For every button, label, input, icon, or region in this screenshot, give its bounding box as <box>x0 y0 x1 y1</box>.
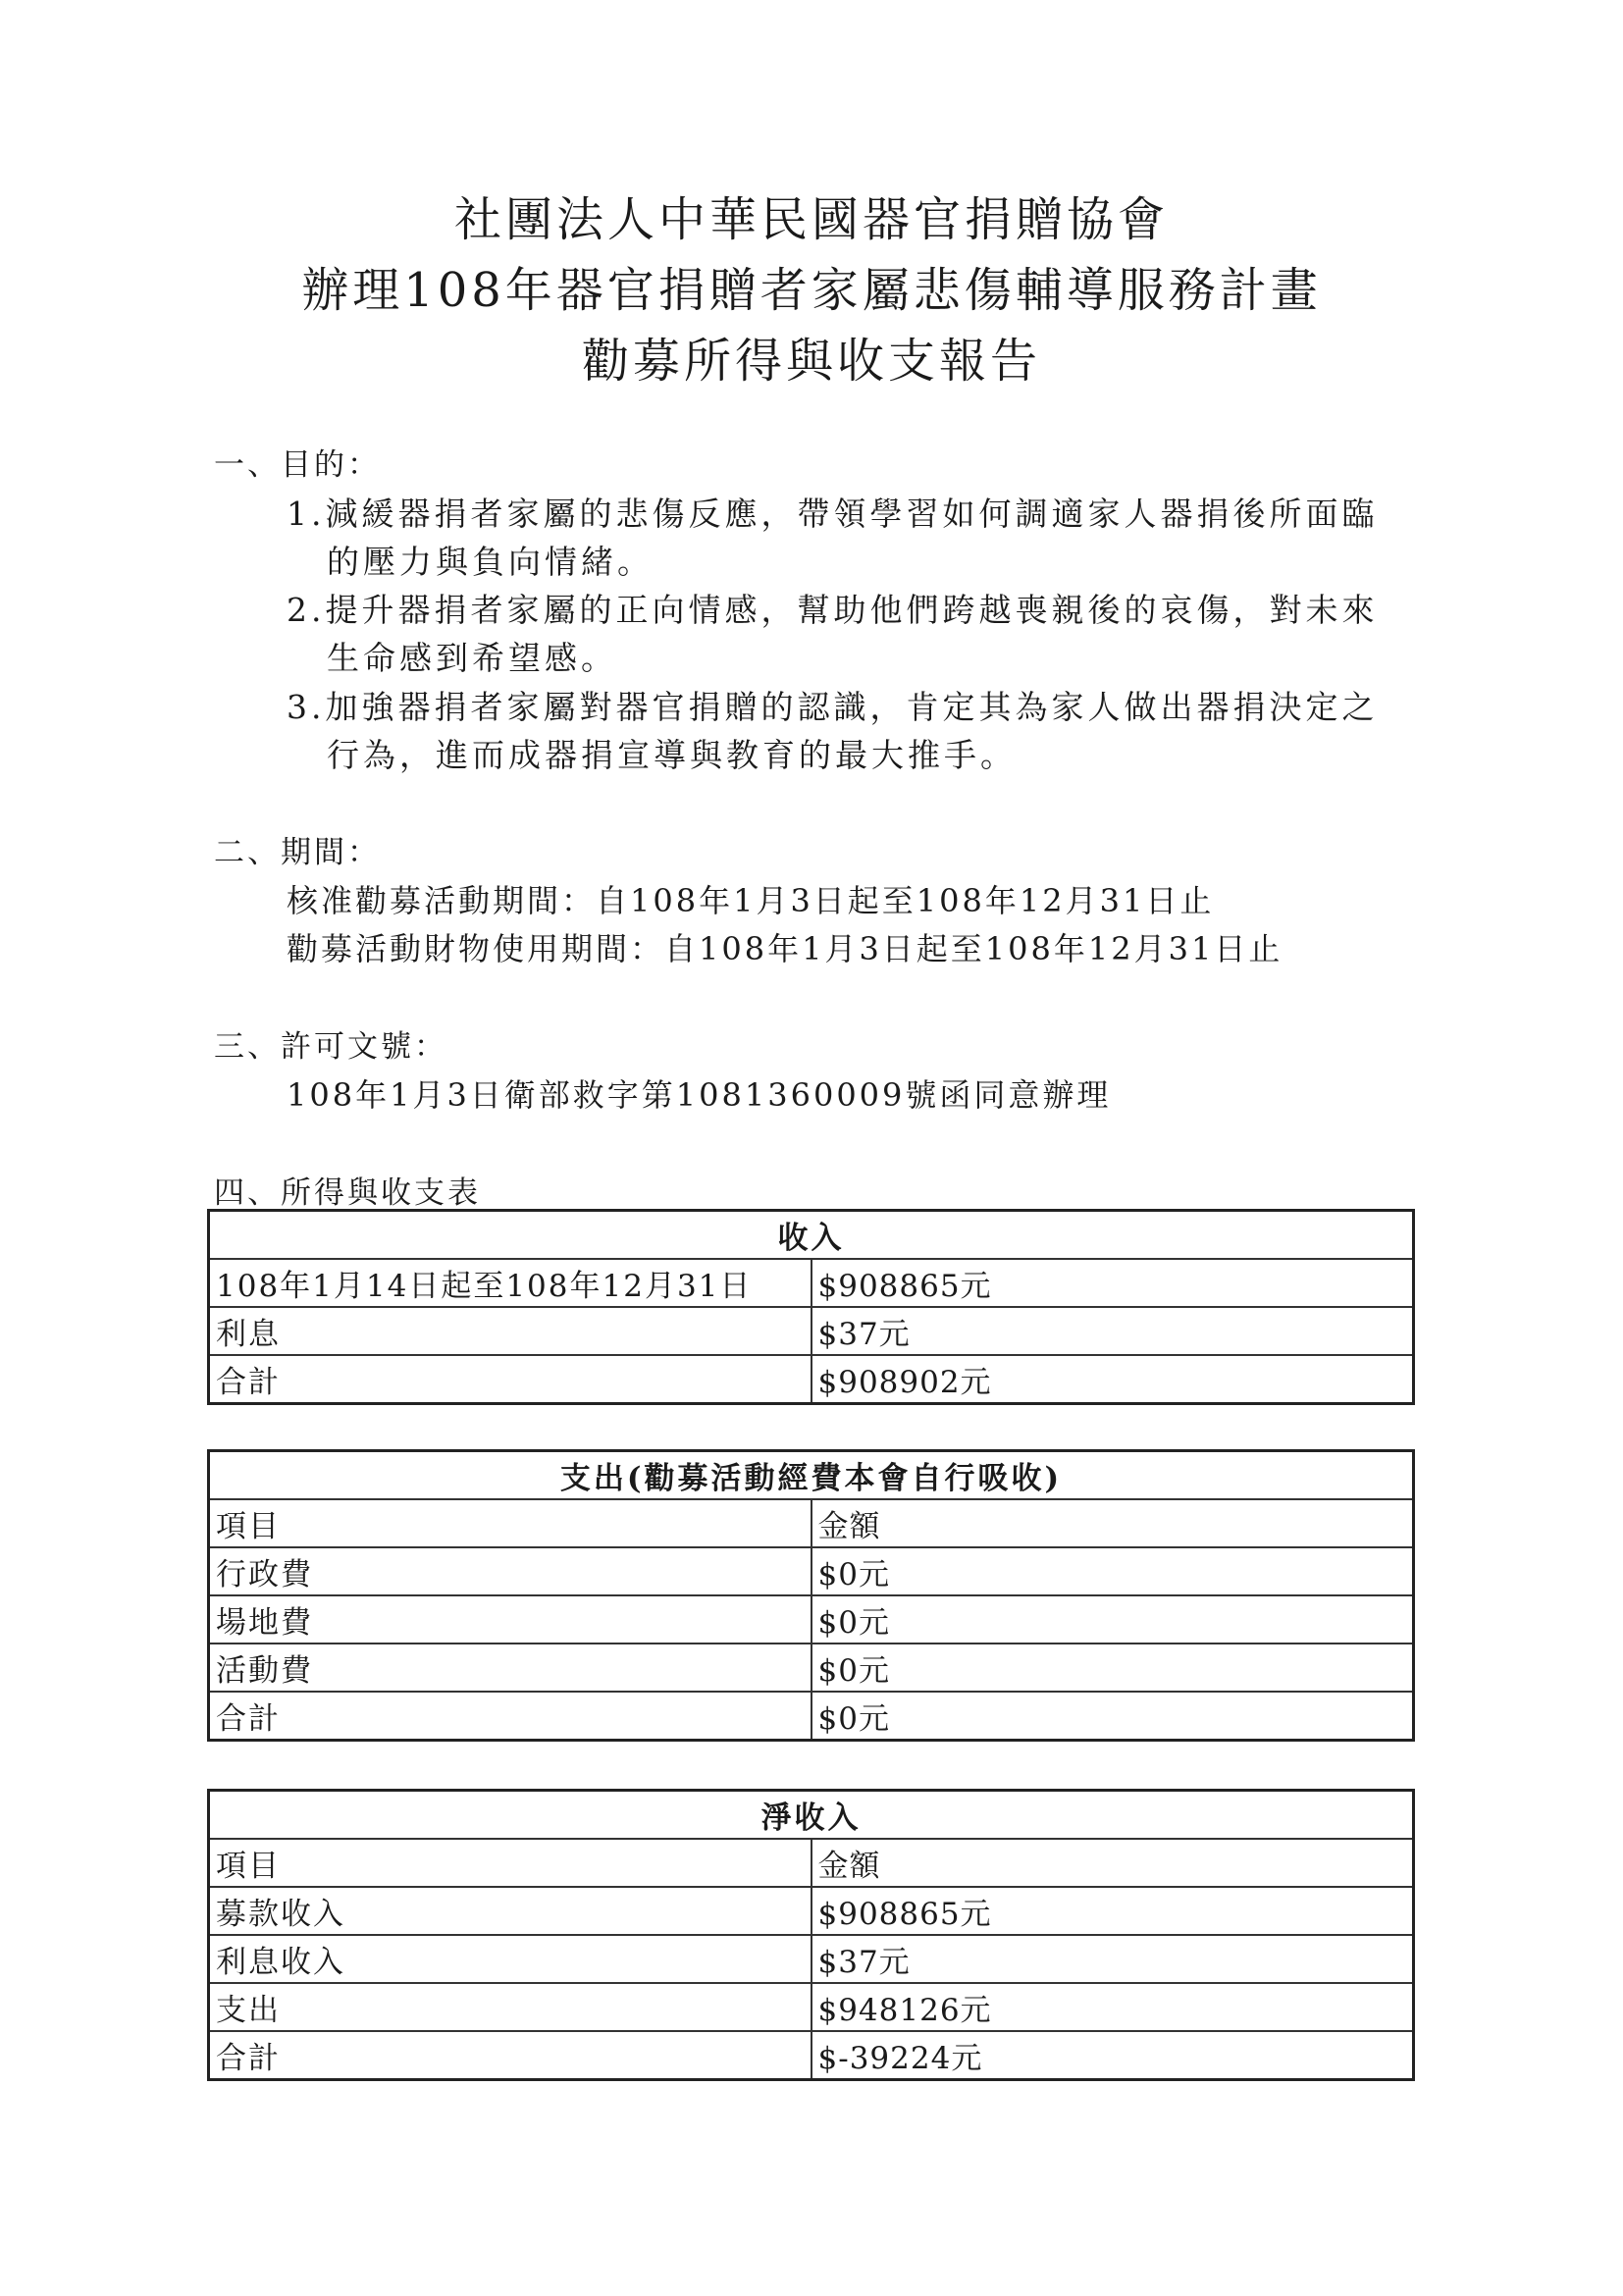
period-usage-line: 勸募活動財物使用期間：自108年1月3日起至108年12月31日止 <box>287 930 1283 967</box>
expense-total-amount: $0元 <box>812 1692 1414 1741</box>
table-header-row <box>209 1499 1414 1547</box>
table-row <box>209 1307 1414 1355</box>
expense-table <box>207 1449 1415 1742</box>
expense-item: 活動費 <box>209 1644 812 1692</box>
expense-amount: $0元 <box>812 1644 1414 1692</box>
section-table-heading: 四、所得與收支表 <box>214 1175 481 1211</box>
purpose-item-2-line-2: 生命感到希望感。 <box>327 639 617 677</box>
expense-total-label: 合計 <box>209 1692 812 1741</box>
table-row <box>209 1887 1414 1935</box>
income-amount: $908865元 <box>812 1259 1414 1307</box>
purpose-item-3-line-1: 3.加強器捐者家屬對器官捐贈的認識，肯定其為家人做出器捐決定之 <box>287 688 1379 726</box>
income-table-header: 收入 <box>209 1211 1414 1260</box>
income-total-amount: $908902元 <box>812 1355 1414 1404</box>
section-period-heading: 二、期間： <box>214 835 381 870</box>
table-row <box>209 1259 1414 1307</box>
table-row <box>209 1935 1414 1983</box>
title-line-2: 辦理108年器官捐贈者家屬悲傷輔導服務計畫 <box>301 263 1322 318</box>
expense-item: 行政費 <box>209 1547 812 1595</box>
expense-table-header: 支出(勸募活動經費本會自行吸收) <box>209 1451 1414 1500</box>
income-table <box>207 1209 1415 1405</box>
income-amount: $37元 <box>812 1307 1414 1355</box>
net-total-label: 合計 <box>209 2031 812 2080</box>
table-row <box>209 1595 1414 1644</box>
purpose-item-3-line-2: 行為，進而成器捐宣導與教育的最大推手。 <box>327 736 1017 774</box>
document-title <box>0 184 1623 396</box>
income-total-label: 合計 <box>209 1355 812 1404</box>
section-purpose-heading: 一、目的： <box>214 447 381 483</box>
column-header-amount: 金額 <box>812 1499 1414 1547</box>
net-item: 利息收入 <box>209 1935 812 1983</box>
title-line-1: 社團法人中華民國器官捐贈協會 <box>453 192 1169 247</box>
column-header-item: 項目 <box>209 1839 812 1887</box>
title-line-3: 勸募所得與收支報告 <box>581 334 1041 389</box>
net-total-amount: $-39224元 <box>812 2031 1414 2080</box>
net-amount: $948126元 <box>812 1983 1414 2031</box>
table-header-row <box>209 1839 1414 1887</box>
expense-amount: $0元 <box>812 1547 1414 1595</box>
table-row <box>209 1983 1414 2031</box>
net-item: 支出 <box>209 1983 812 2031</box>
income-item: 利息 <box>209 1307 812 1355</box>
purpose-item-1-line-1: 1.減緩器捐者家屬的悲傷反應，帶領學習如何調適家人器捐後所面臨 <box>287 495 1379 533</box>
purpose-item-2-line-1: 2.提升器捐者家屬的正向情感，幫助他們跨越喪親後的哀傷，對未來 <box>287 591 1379 629</box>
table-row <box>209 1547 1414 1595</box>
permit-number-line: 108年1月3日衛部救字第1081360009號函同意辦理 <box>287 1076 1112 1114</box>
table-row <box>209 1692 1414 1741</box>
purpose-item-1-line-2: 的壓力與負向情緒。 <box>327 543 654 581</box>
net-item: 募款收入 <box>209 1887 812 1935</box>
column-header-item: 項目 <box>209 1499 812 1547</box>
period-approved-line: 核准勸募活動期間：自108年1月3日起至108年12月31日止 <box>287 882 1215 919</box>
column-header-amount: 金額 <box>812 1839 1414 1887</box>
expense-amount: $0元 <box>812 1595 1414 1644</box>
section-permit-heading: 三、許可文號： <box>214 1029 447 1065</box>
income-item: 108年1月14日起至108年12月31日 <box>209 1259 812 1307</box>
net-income-table-header: 淨收入 <box>209 1791 1414 1840</box>
net-amount: $37元 <box>812 1935 1414 1983</box>
table-row <box>209 1644 1414 1692</box>
expense-item: 場地費 <box>209 1595 812 1644</box>
table-row <box>209 1355 1414 1404</box>
table-row <box>209 2031 1414 2080</box>
net-income-table <box>207 1789 1415 2081</box>
net-amount: $908865元 <box>812 1887 1414 1935</box>
